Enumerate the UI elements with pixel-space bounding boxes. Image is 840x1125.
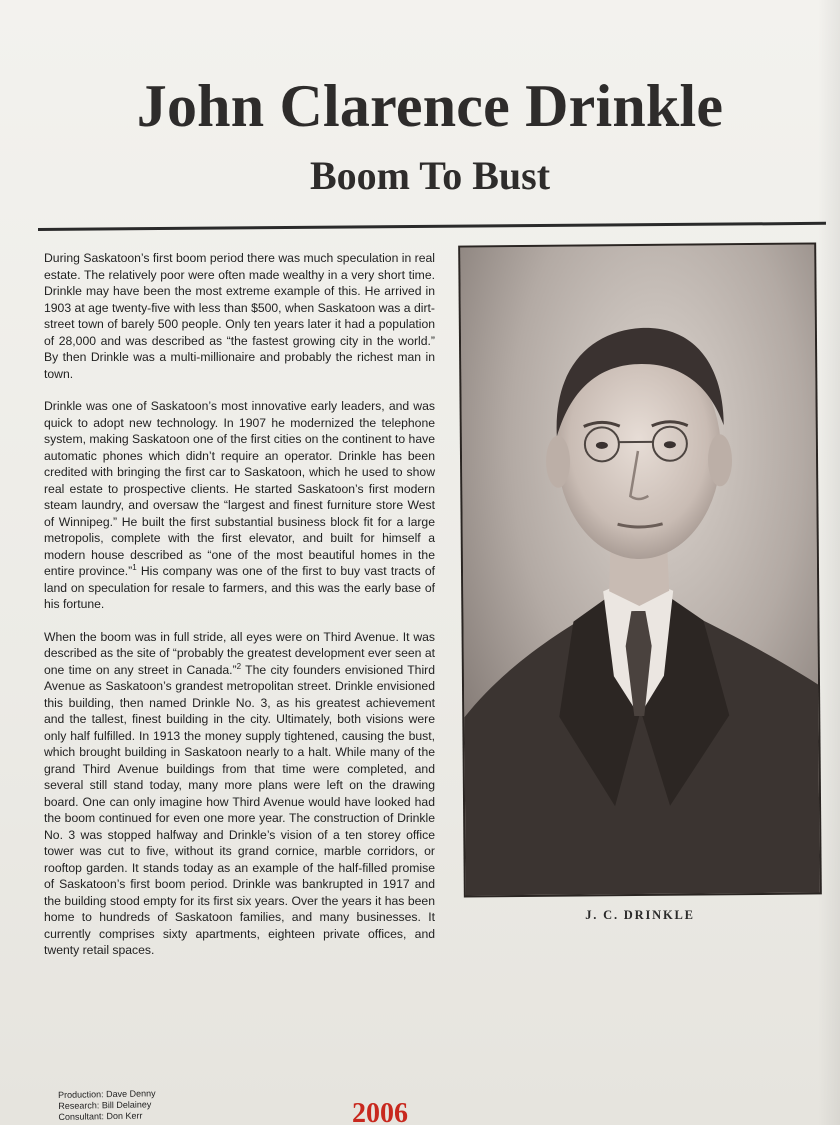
header-divider (38, 222, 826, 231)
portrait-illustration (460, 244, 820, 895)
credit-consultant: Consultant: Don Kerr (58, 1110, 143, 1122)
portrait-photo (460, 244, 820, 895)
portrait-caption: J. C. DRINKLE (585, 908, 695, 922)
page-title: John Clarence Drinkle (136, 73, 724, 139)
edge-shadow (818, 0, 840, 1125)
paragraph-3 (44, 629, 435, 959)
page-subtitle: Boom To Bust (309, 153, 551, 198)
paragraph-2-tail: His company was one of the first to buy vast tracts of land on speculation for resale to farmers, and this was the early base of his fortune. (44, 564, 435, 611)
credits-block (58, 1087, 259, 1123)
portrait-frame (458, 242, 822, 897)
article-body (44, 250, 435, 975)
paragraph-3-text: When the boom was in full stride, all eyes were on Third Avenue. It was described as the site of “probably the greatest development ever seen at one time on any street in Canada.” (44, 629, 435, 677)
paragraph-1: During Saskatoon’s first boom period there was much speculation in real estate. The relatively poor were often made wealthy in a very short time. Drinkle may have been the most extreme example of this. He arrived in 1903 at age twenty-five with less than $500, when Saskatoon was a dirt-street town of barely 500 people. Only ten years later it had a population of 28,000 and was described as “the fastest growing city in the world.” By then Drinkle was a multi-millionaire and probably the richest man in town. (44, 251, 435, 381)
footnote-marker-1: 1 (132, 562, 137, 572)
paragraph-2 (44, 398, 435, 613)
credit-production: Production: Dave Denny (58, 1088, 156, 1100)
credit-research: Research: Bill Delainey (58, 1099, 152, 1111)
year-label: 2006 (352, 1098, 408, 1125)
paragraph-3-continued: The city founders envisioned Third Avenue as Saskatoon’s grandest metropolitan street. Drinkle envisioned this building, then named Drinkle No. 3, as his greatest achievement and the tallest, finest building in the city. Ultimately, both visions were only half fulfilled. In 1913 the money supply tightened, causing the bust, which brought building in Saskatoon nearly to a halt. While many of the grand Third Avenue buildings from that time were completed, and several still stand today, many more plans were left on the drawing board. One can only imagine how Third Avenue would have looked had the boom continued for even one more year. The construction of Drinkle No. 3 was stopped halfway and Drinkle’s vision of a ten storey office tower was cut to five, without its grand cornice, marble corridors, or rooftop garden. It stands today as an example of the half-filled promise of Saskatoon’s first boom period. Drinkle was bankrupted in 1917 and the building stood empty for its first six years. Over the years it has been home to hundreds of Saskatoon families, and many businesses. It currently comprises sixty apartments, eighteen private offices, and twenty retail spaces. (44, 662, 435, 957)
paragraph-2-text: Drinkle was one of Saskatoon’s most innovative early leaders, and was quick to adopt new technology. In 1907 he modernized the telephone system, making Saskatoon one of the first cities on the continent to have automatic phones which didn’t require an operator. Drinkle has been credited with bringing the first car to Saskatoon, which he used to show real estate to prospective clients. He started Saskatoon’s first modern steam laundry, and oversaw the “largest and finest furniture store West of Winnipeg.” He built the first substantial business block fit for a large metropolis, complete with the first elevator, and built for himself a modern house described as “one of the most beautiful homes in the entire province.” (44, 399, 435, 578)
footnote-marker-2: 2 (236, 661, 242, 671)
